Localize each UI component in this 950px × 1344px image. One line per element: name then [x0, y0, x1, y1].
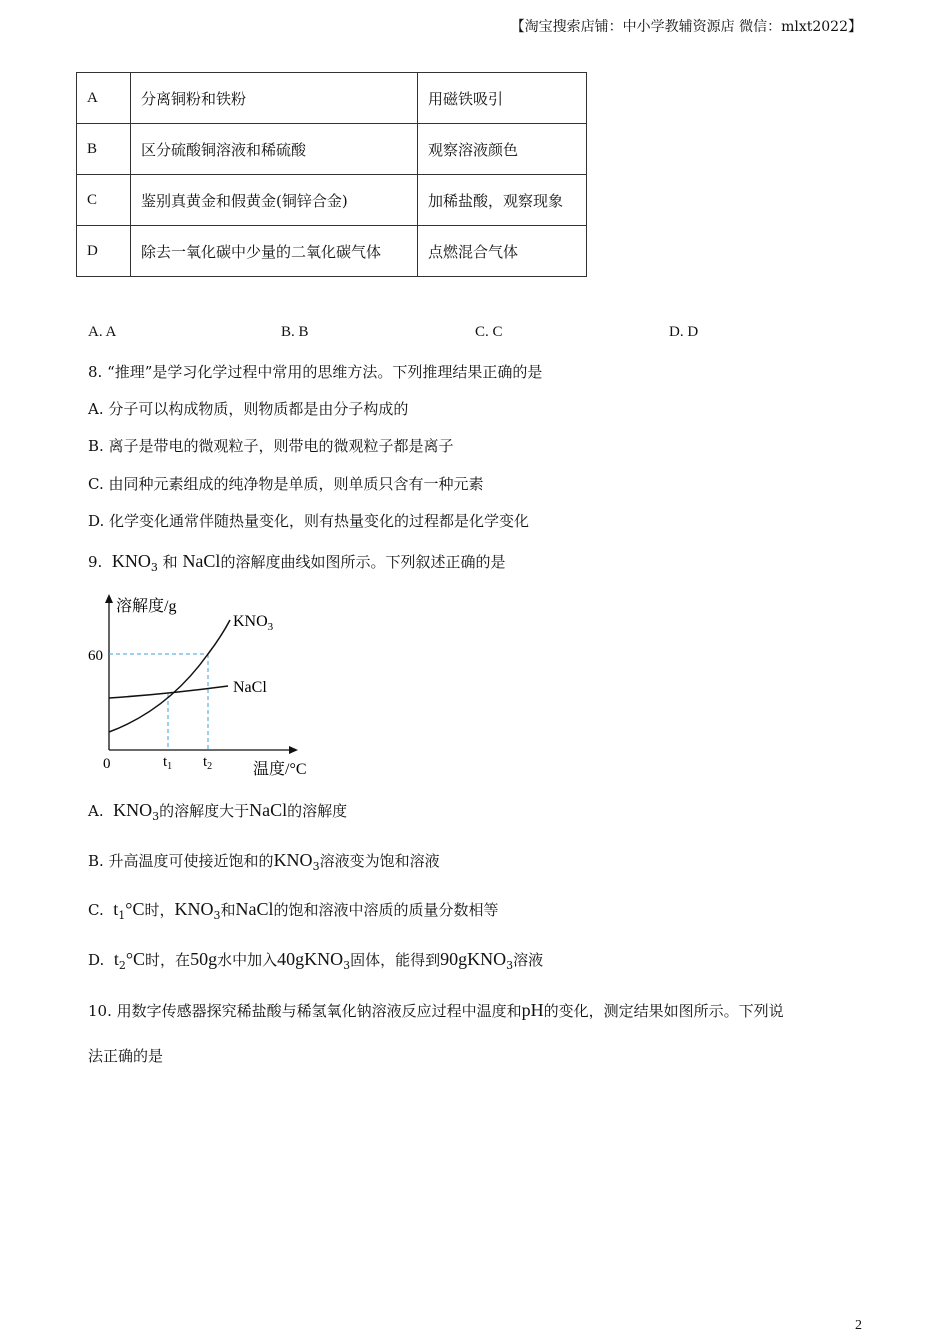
- q9-option-d[interactable]: D. $t_2^\circ C$时，在50g水中加入40gKNO$_3$固体，能得到90gKNO$_3$溶液: [88, 949, 544, 972]
- x-tick-t2: $t_2$: [203, 754, 213, 772]
- q9-option-c[interactable]: C. $t_1^\circ C$时，$KNO_3$和NaCl的饱和溶液中溶质的质量分数相等: [88, 899, 499, 922]
- q9-option-b[interactable]: B. 升高温度可使接近饱和的$KNO_3$溶液变为饱和溶液: [88, 850, 440, 873]
- q7-choice-c[interactable]: C. C: [475, 324, 503, 340]
- q7-row-key: C: [77, 175, 131, 226]
- q8-option-c[interactable]: C. 由同种元素组成的纯净物是单质，则单质只含有一种元素: [88, 475, 484, 493]
- x-tick-t1: $t_1$: [163, 754, 173, 772]
- q10-stem-line2: 法正确的是: [88, 1047, 164, 1065]
- q7-row-item: 区分硫酸铜溶液和稀硫酸: [131, 124, 418, 175]
- q7-table-row: [77, 226, 587, 277]
- page-number: 2: [855, 1318, 862, 1333]
- q8-option-a[interactable]: A. 分子可以构成物质，则物质都是由分子构成的: [88, 400, 409, 418]
- q9-option-a[interactable]: A. $KNO_3$的溶解度大于NaCl的溶解度: [88, 800, 348, 823]
- q7-row-method: 加稀盐酸，观察现象: [418, 175, 587, 226]
- q7-row-key: A: [77, 73, 131, 124]
- q7-table-row: [77, 73, 587, 124]
- q7-row-key: D: [77, 226, 131, 277]
- q7-choice-b[interactable]: B. B: [281, 324, 309, 340]
- q7-choice-a[interactable]: A. A: [88, 324, 117, 340]
- q7-row-key: B: [77, 124, 131, 175]
- q8-stem: 8. “推理”是学习化学过程中常用的思维方法。下列推理结果正确的是: [88, 363, 543, 381]
- solubility-chart: [88, 588, 333, 788]
- q8-option-b[interactable]: B. 离子是带电的微观粒子，则带电的微观粒子都是离子: [88, 437, 454, 455]
- q7-row-item: 分离铜粉和铁粉: [131, 73, 418, 124]
- q7-table-row: [77, 124, 587, 175]
- y-axis-arrow: [105, 594, 113, 603]
- page-header: 【淘宝搜索店铺：中小学教辅资源店 微信：mlxt2022】: [510, 19, 862, 35]
- q7-options-table: [76, 72, 587, 277]
- nacl-series-label: NaCl: [233, 679, 267, 696]
- q10-stem-line1: 10. 用数字传感器探究稀盐酸与稀氢氧化钠溶液反应过程中温度和pH的变化，测定结果如图所示。下列说: [88, 1000, 784, 1020]
- y-axis-label: 溶解度/g: [116, 598, 177, 615]
- y-tick-60: 60: [88, 648, 103, 664]
- q7-choice-d[interactable]: D. D: [669, 324, 699, 340]
- kno3-series-label: $KNO_3$: [233, 613, 274, 633]
- q7-row-method: 观察溶液颜色: [418, 124, 587, 175]
- q7-row-method: 点燃混合气体: [418, 226, 587, 277]
- origin-label: 0: [103, 756, 111, 772]
- x-axis-label: 温度/°C: [253, 761, 307, 778]
- q8-option-d[interactable]: D. 化学变化通常伴随热量变化，则有热量变化的过程都是化学变化: [88, 512, 530, 530]
- q9-stem: 9. $KNO_3$ 和 NaCl的溶解度曲线如图所示。下列叙述正确的是: [88, 551, 506, 574]
- q7-table-row: [77, 175, 587, 226]
- q7-row-method: 用磁铁吸引: [418, 73, 587, 124]
- q7-row-item: 除去一氧化碳中少量的二氧化碳气体: [131, 226, 418, 277]
- kno3-curve: [109, 620, 230, 732]
- q7-row-item: 鉴别真黄金和假黄金(铜锌合金): [131, 175, 418, 226]
- x-axis-arrow: [289, 746, 298, 754]
